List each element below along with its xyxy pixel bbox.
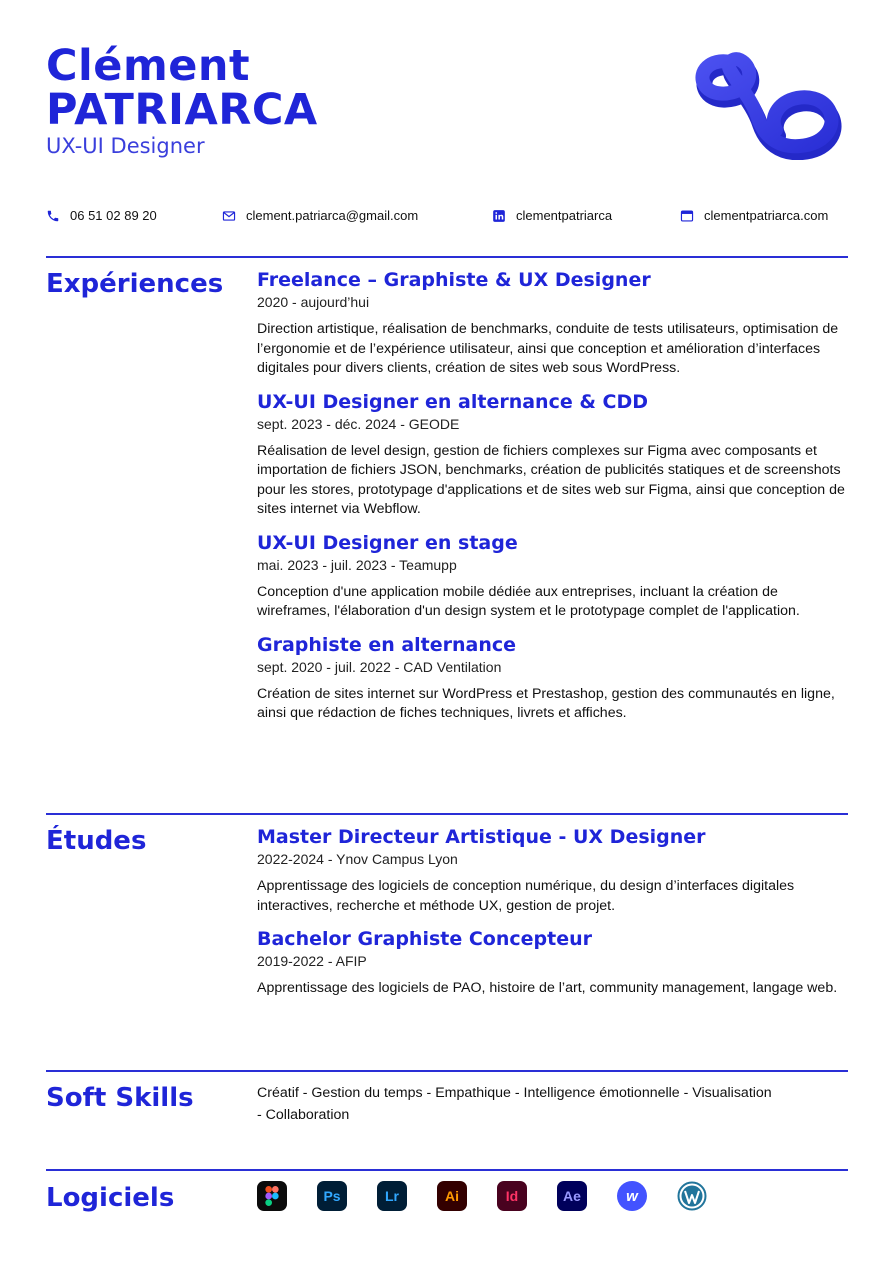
webflow-icon: w bbox=[617, 1181, 647, 1211]
section-title-experiences: Expériences bbox=[46, 269, 224, 299]
after-effects-icon: Ae bbox=[557, 1181, 587, 1211]
phone-text: 06 51 02 89 20 bbox=[70, 208, 157, 223]
section-title-soft-skills: Soft Skills bbox=[46, 1083, 194, 1113]
divider bbox=[46, 1070, 848, 1072]
entry-title: Graphiste en alternance bbox=[257, 633, 517, 656]
entry-description: Direction artistique, réalisation de benchmarks, conduite de tests utilisateurs, optimisation de l’ergonomie et de l’expérience utilisateur, ainsi que conception et amélioration d’interfaces digitales pour divers clients, création de sites web sous WordPress. bbox=[257, 321, 839, 376]
entry-date: mai. 2023 - juil. 2023 - Teamupp bbox=[257, 556, 457, 573]
indesign-icon: Id bbox=[497, 1181, 527, 1211]
photoshop-icon: Ps bbox=[317, 1181, 347, 1211]
etudes-list bbox=[257, 824, 849, 1009]
contact-linkedin[interactable] bbox=[492, 208, 612, 223]
entry-title: UX-UI Designer en stage bbox=[257, 531, 518, 554]
contact-email[interactable] bbox=[222, 208, 418, 223]
mail-icon bbox=[222, 209, 236, 223]
entry-title: UX-UI Designer en alternance & CDD bbox=[257, 390, 649, 413]
experience-item bbox=[257, 632, 849, 724]
last-name: PATRIARCA bbox=[46, 85, 318, 135]
first-name: Clément bbox=[46, 41, 251, 91]
experience-item bbox=[257, 267, 849, 379]
section-title-logiciels: Logiciels bbox=[46, 1183, 175, 1213]
soft-skills-text: Créatif - Gestion du temps - Empathique - Intelligence émotionnelle - Visualisation - Collaboration bbox=[257, 1085, 772, 1123]
entry-title: Master Directeur Artistique - UX Designer bbox=[257, 826, 706, 848]
divider bbox=[46, 813, 848, 815]
entry-description: Apprentissage des logiciels de conception numérique, du design d’interfaces digitales interactives, recherche et méthode UX, gestion de projet. bbox=[257, 878, 795, 914]
figma-icon bbox=[257, 1181, 287, 1211]
entry-title: Freelance – Graphiste & UX Designer bbox=[257, 269, 651, 291]
divider bbox=[46, 256, 848, 258]
contact-website[interactable] bbox=[680, 208, 828, 223]
header bbox=[46, 41, 318, 158]
lightroom-icon: Lr bbox=[377, 1181, 407, 1211]
entry-date: sept. 2020 - juil. 2022 - CAD Ventilation bbox=[257, 658, 502, 675]
experiences-list bbox=[257, 267, 849, 734]
website-icon bbox=[680, 209, 694, 223]
software-icons bbox=[257, 1181, 707, 1211]
job-title: UX-UI Designer bbox=[46, 134, 205, 158]
email-text: clement.patriarca@gmail.com bbox=[246, 208, 419, 223]
contact-bar bbox=[46, 208, 846, 230]
linkedin-icon bbox=[492, 209, 506, 223]
wordpress-icon bbox=[677, 1181, 707, 1211]
entry-date: 2022-2024 - Ynov Campus Lyon bbox=[257, 851, 458, 867]
entry-description: Réalisation de level design, gestion de fichiers complexes sur Figma avec composants et importation de fichiers JSON, benchmarks, création de publicités statiques et de screenshots pour les stores, prototypage d'applications et de sites web sur Figma, ainsi que conception de sites internet via Webflow. bbox=[257, 442, 845, 517]
contact-phone[interactable] bbox=[46, 208, 157, 223]
website-text: clementpatriarca.com bbox=[704, 208, 829, 223]
entry-description: Apprentissage des logiciels de PAO, histoire de l’art, community management, langage web. bbox=[257, 980, 838, 996]
illustrator-icon: Ai bbox=[437, 1181, 467, 1211]
entry-description: Création de sites internet sur WordPress et Prestashop, gestion des communautés en ligne, ainsi que rédaction de fiches techniques, livrets et affiches. bbox=[257, 685, 835, 721]
entry-date: 2019-2022 - AFIP bbox=[257, 953, 367, 969]
experience-item bbox=[257, 530, 849, 622]
divider bbox=[46, 1169, 848, 1171]
entry-date: 2020 - aujourd’hui bbox=[257, 294, 370, 310]
education-item bbox=[257, 824, 849, 916]
logo-icon bbox=[690, 48, 850, 160]
entry-description: Conception d'une application mobile dédiée aux entreprises, incluant la création de wireframes, l'élaboration d'un design system et le prototypage complet de l'application. bbox=[257, 583, 800, 619]
entry-title: Bachelor Graphiste Concepteur bbox=[257, 928, 592, 950]
linkedin-text: clementpatriarca bbox=[516, 208, 613, 223]
phone-icon bbox=[46, 209, 60, 223]
education-item bbox=[257, 926, 849, 999]
section-title-etudes: Études bbox=[46, 826, 147, 856]
entry-date: sept. 2023 - déc. 2024 - GEODE bbox=[257, 415, 460, 432]
experience-item bbox=[257, 389, 849, 520]
